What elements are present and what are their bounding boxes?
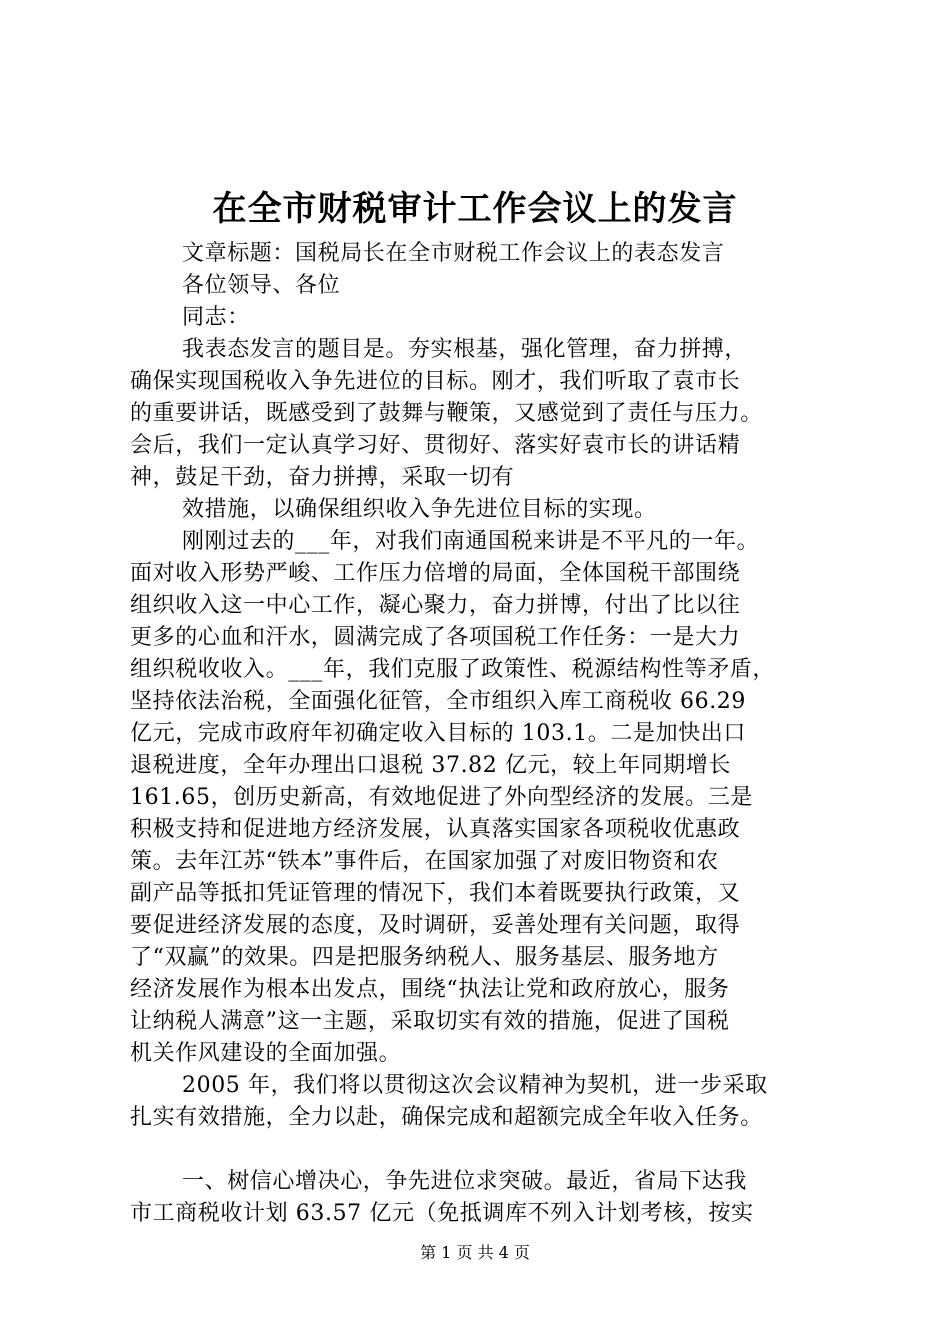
paragraph-line: 亿元，完成市政府年初确定收入目标的 103.1。二是加快出口: [130, 721, 746, 746]
paragraph-line: 更多的心血和汗水，圆满完成了各项国税工作任务：一是大力: [130, 625, 741, 650]
paragraph-line: 的重要讲话，既感受到了鼓舞与鞭策，又感觉到了责任与压力。: [130, 401, 763, 426]
paragraph-line: 策。去年江苏“铁本”事件后，在国家加强了对废旧物资和农: [130, 849, 719, 874]
paragraph-line: 刚刚过去的___年，对我们南通国税来讲是不平凡的一年。: [182, 529, 760, 554]
paragraph-line: 一、树信心增决心，争先进位求突破。最近，省局下达我: [182, 1169, 748, 1194]
paragraph-line: 组织收入这一中心工作，凝心聚力，奋力拼博，付出了比以往: [130, 593, 741, 618]
paragraph-line: 面对收入形势严峻、工作压力倍增的局面，全体国税干部围绕: [130, 561, 741, 586]
paragraph-line: 会后，我们一定认真学习好、贯彻好、落实好袁市长的讲话精: [130, 433, 741, 458]
paragraph-line: 2005 年，我们将以贯彻这次会议精神为契机，进一步采取: [182, 1073, 768, 1098]
paragraph-line: 退税进度，全年办理出口退税 37.82 亿元，较上年同期增长: [130, 753, 731, 778]
paragraph-line: 坚持依法治税，全面强化征管，全市组织入库工商税收 66.29: [130, 689, 746, 714]
paragraph-line: 同志：: [182, 305, 250, 330]
paragraph-line: 机关作风建设的全面加强。: [130, 1041, 402, 1066]
paragraph-line: 经济发展作为根本出发点，围绕“执法让党和政府放心，服务: [130, 977, 730, 1002]
paragraph-line: 要促进经济发展的态度，及时调研，妥善处理有关问题，取得: [130, 913, 741, 938]
paragraph-line: 我表态发言的题目是。夯实根基，强化管理，奋力拼搏，: [182, 337, 748, 362]
paragraph-line: 确保实现国税收入争先进位的目标。刚才，我们听取了袁市长: [130, 369, 741, 394]
paragraph-line: 161.65，创历史新高，有效地促进了外向型经济的发展。三是: [130, 785, 753, 810]
paragraph-line: 市工商税收计划 63.57 亿元（免抵调库不列入计划考核，按实: [130, 1201, 754, 1226]
page-number-footer: 第 1 页 共 4 页: [420, 1243, 530, 1262]
document-title: 在全市财税审计工作会议上的发言: [212, 189, 738, 229]
paragraph-line: 副产品等抵扣凭证管理的情况下，我们本着既要执行政策，又: [130, 881, 741, 906]
paragraph-line: 积极支持和促进地方经济发展，认真落实国家各项税收优惠政: [130, 817, 741, 842]
paragraph-line: 了“双赢”的效果。四是把服务纳税人、服务基层、服务地方: [130, 945, 719, 970]
paragraph-line: 组织税收收入。___年，我们克服了政策性、税源结构性等矛盾，: [130, 657, 776, 682]
paragraph-line: 神，鼓足干劲，奋力拼搏，采取一切有: [130, 465, 515, 490]
paragraph-line: 各位领导、各位: [182, 273, 341, 298]
document-body: [130, 238, 830, 1230]
paragraph-line: 扎实有效措施，全力以赴，确保完成和超额完成全年收入任务。: [130, 1105, 763, 1130]
blank-line: [130, 1134, 830, 1166]
paragraph-line: 文章标题：国税局长在全市财税工作会议上的表态发言: [182, 241, 725, 266]
paragraph-line: 让纳税人满意”这一主题，采取切实有效的措施，促进了国税: [130, 1009, 730, 1034]
paragraph-line: 效措施，以确保组织收入争先进位目标的实现。: [182, 497, 657, 522]
